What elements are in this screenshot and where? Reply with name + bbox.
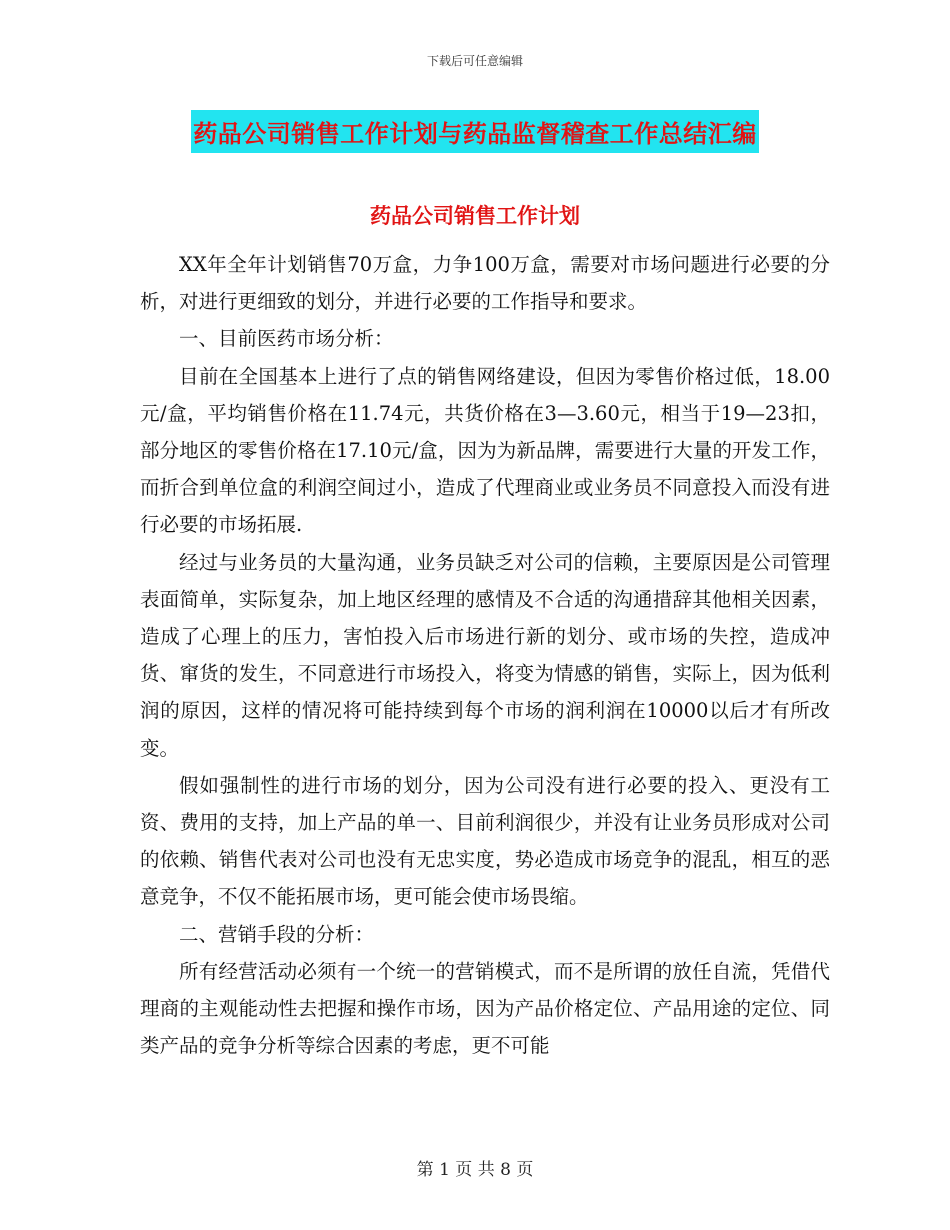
paragraph-pricing: 目前在全国基本上进行了点的销售网络建设，但因为零售价格过低，18.00元/盒，平均销售价格在11.74元，共货价格在3—3.60元，相当于19—23扣，部分地区的零售价格在17.10元/盒，因为为新品牌，需要进行大量的开发工作，而折合到单位盒的利润空间过小，造成了代理商业或业务员不同意投入而没有进行必要的市场拓展. <box>140 364 830 537</box>
page-footer: 第 1 页 共 8 页 <box>416 1160 534 1180</box>
paragraph-marketing-model: 所有经营活动必须有一个统一的营销模式，而不是所谓的放任自流，凭借代理商的主观能动性去把握和操作市场，因为产品价格定位、产品用途的定位、同类产品的竞争分析等综合因素的考虑，更不可能 <box>140 959 830 1058</box>
paragraph-sales-target: XX年全年计划销售70万盒，力争100万盒，需要对市场问题进行必要的分析，对进行更细致的划分，并进行必要的工作指导和要求。 <box>140 253 830 314</box>
paragraph-communication: 经过与业务员的大量沟通，业务员缺乏对公司的信赖，主要原因是公司管理表面简单，实际复杂，加上地区经理的感情及不合适的沟通措辞其他相关因素，造成了心理上的压力，害怕投入后市场进行新的划分、或市场的失控，造成冲货、窜货的发生，不同意进行市场投入，将变为情感的销售，实际上，因为低利润的原因，这样的情况将可能持续到每个市场的润利润在10000以后才有所改变。 <box>140 550 830 760</box>
document-title-container <box>0 110 950 153</box>
heading-market-analysis: 一、目前医药市场分析： <box>179 327 394 351</box>
document-body <box>140 246 830 1064</box>
document-title: 药品公司销售工作计划与药品监督稽查工作总结汇编 <box>191 110 759 153</box>
paragraph-market-division: 假如强制性的进行市场的划分，因为公司没有进行必要的投入、更没有工资、费用的支持，加上产品的单一、目前利润很少，并没有让业务员形成对公司的依赖、销售代表对公司也没有无忠实度，势必造成市场竞争的混乱，相互的恶意竞争，不仅不能拓展市场，更可能会使市场畏缩。 <box>140 773 830 909</box>
section-title: 药品公司销售工作计划 <box>370 203 580 228</box>
heading-marketing-analysis: 二、营销手段的分析： <box>179 922 375 946</box>
header-note: 下载后可任意编辑 <box>426 54 523 68</box>
